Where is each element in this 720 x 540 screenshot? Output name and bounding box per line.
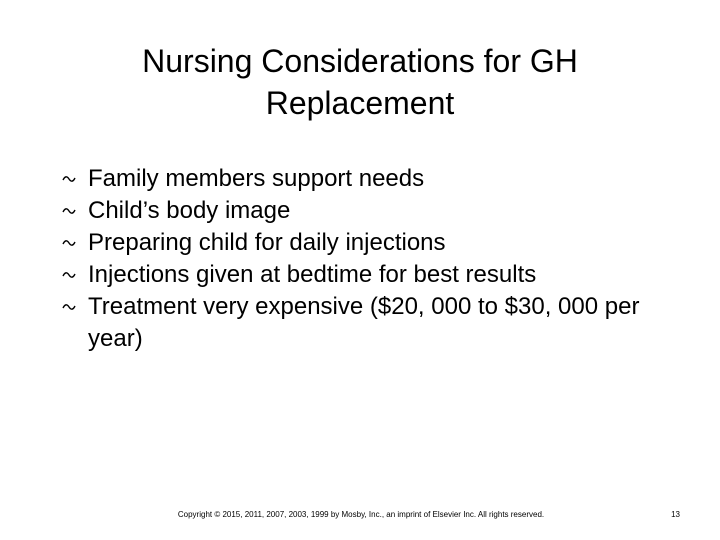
- wave-bullet-icon: [62, 227, 84, 259]
- bullet-text: Family members support needs: [88, 165, 425, 192]
- bullet-list: [62, 163, 662, 355]
- bullet-item: [62, 291, 662, 355]
- bullet-text: Injections given at bedtime for best results: [88, 261, 537, 288]
- wave-bullet-icon: [62, 259, 84, 291]
- bullet-item: [62, 163, 662, 195]
- wave-bullet-icon: [62, 291, 84, 323]
- slide-title: Nursing Considerations for GH Replacement: [142, 43, 578, 121]
- bullet-text: Preparing child for daily injections: [88, 229, 446, 256]
- bullet-item: [62, 227, 662, 259]
- copyright-notice: Copyright © 2015, 2011, 2007, 2003, 1999 by Mosby, Inc., an imprint of Elsevier Inc. All rights reserved.: [177, 510, 545, 519]
- bullet-item: [62, 195, 662, 227]
- wave-bullet-icon: [62, 163, 84, 195]
- bullet-text: Child’s body image: [88, 197, 291, 224]
- bullet-text: Treatment very expensive ($20, 000 to $30, 000 per year): [88, 293, 640, 352]
- bullet-item: [62, 259, 662, 291]
- wave-bullet-icon: [62, 195, 84, 227]
- page-number: 13: [671, 510, 680, 519]
- slide-footer: [0, 508, 720, 522]
